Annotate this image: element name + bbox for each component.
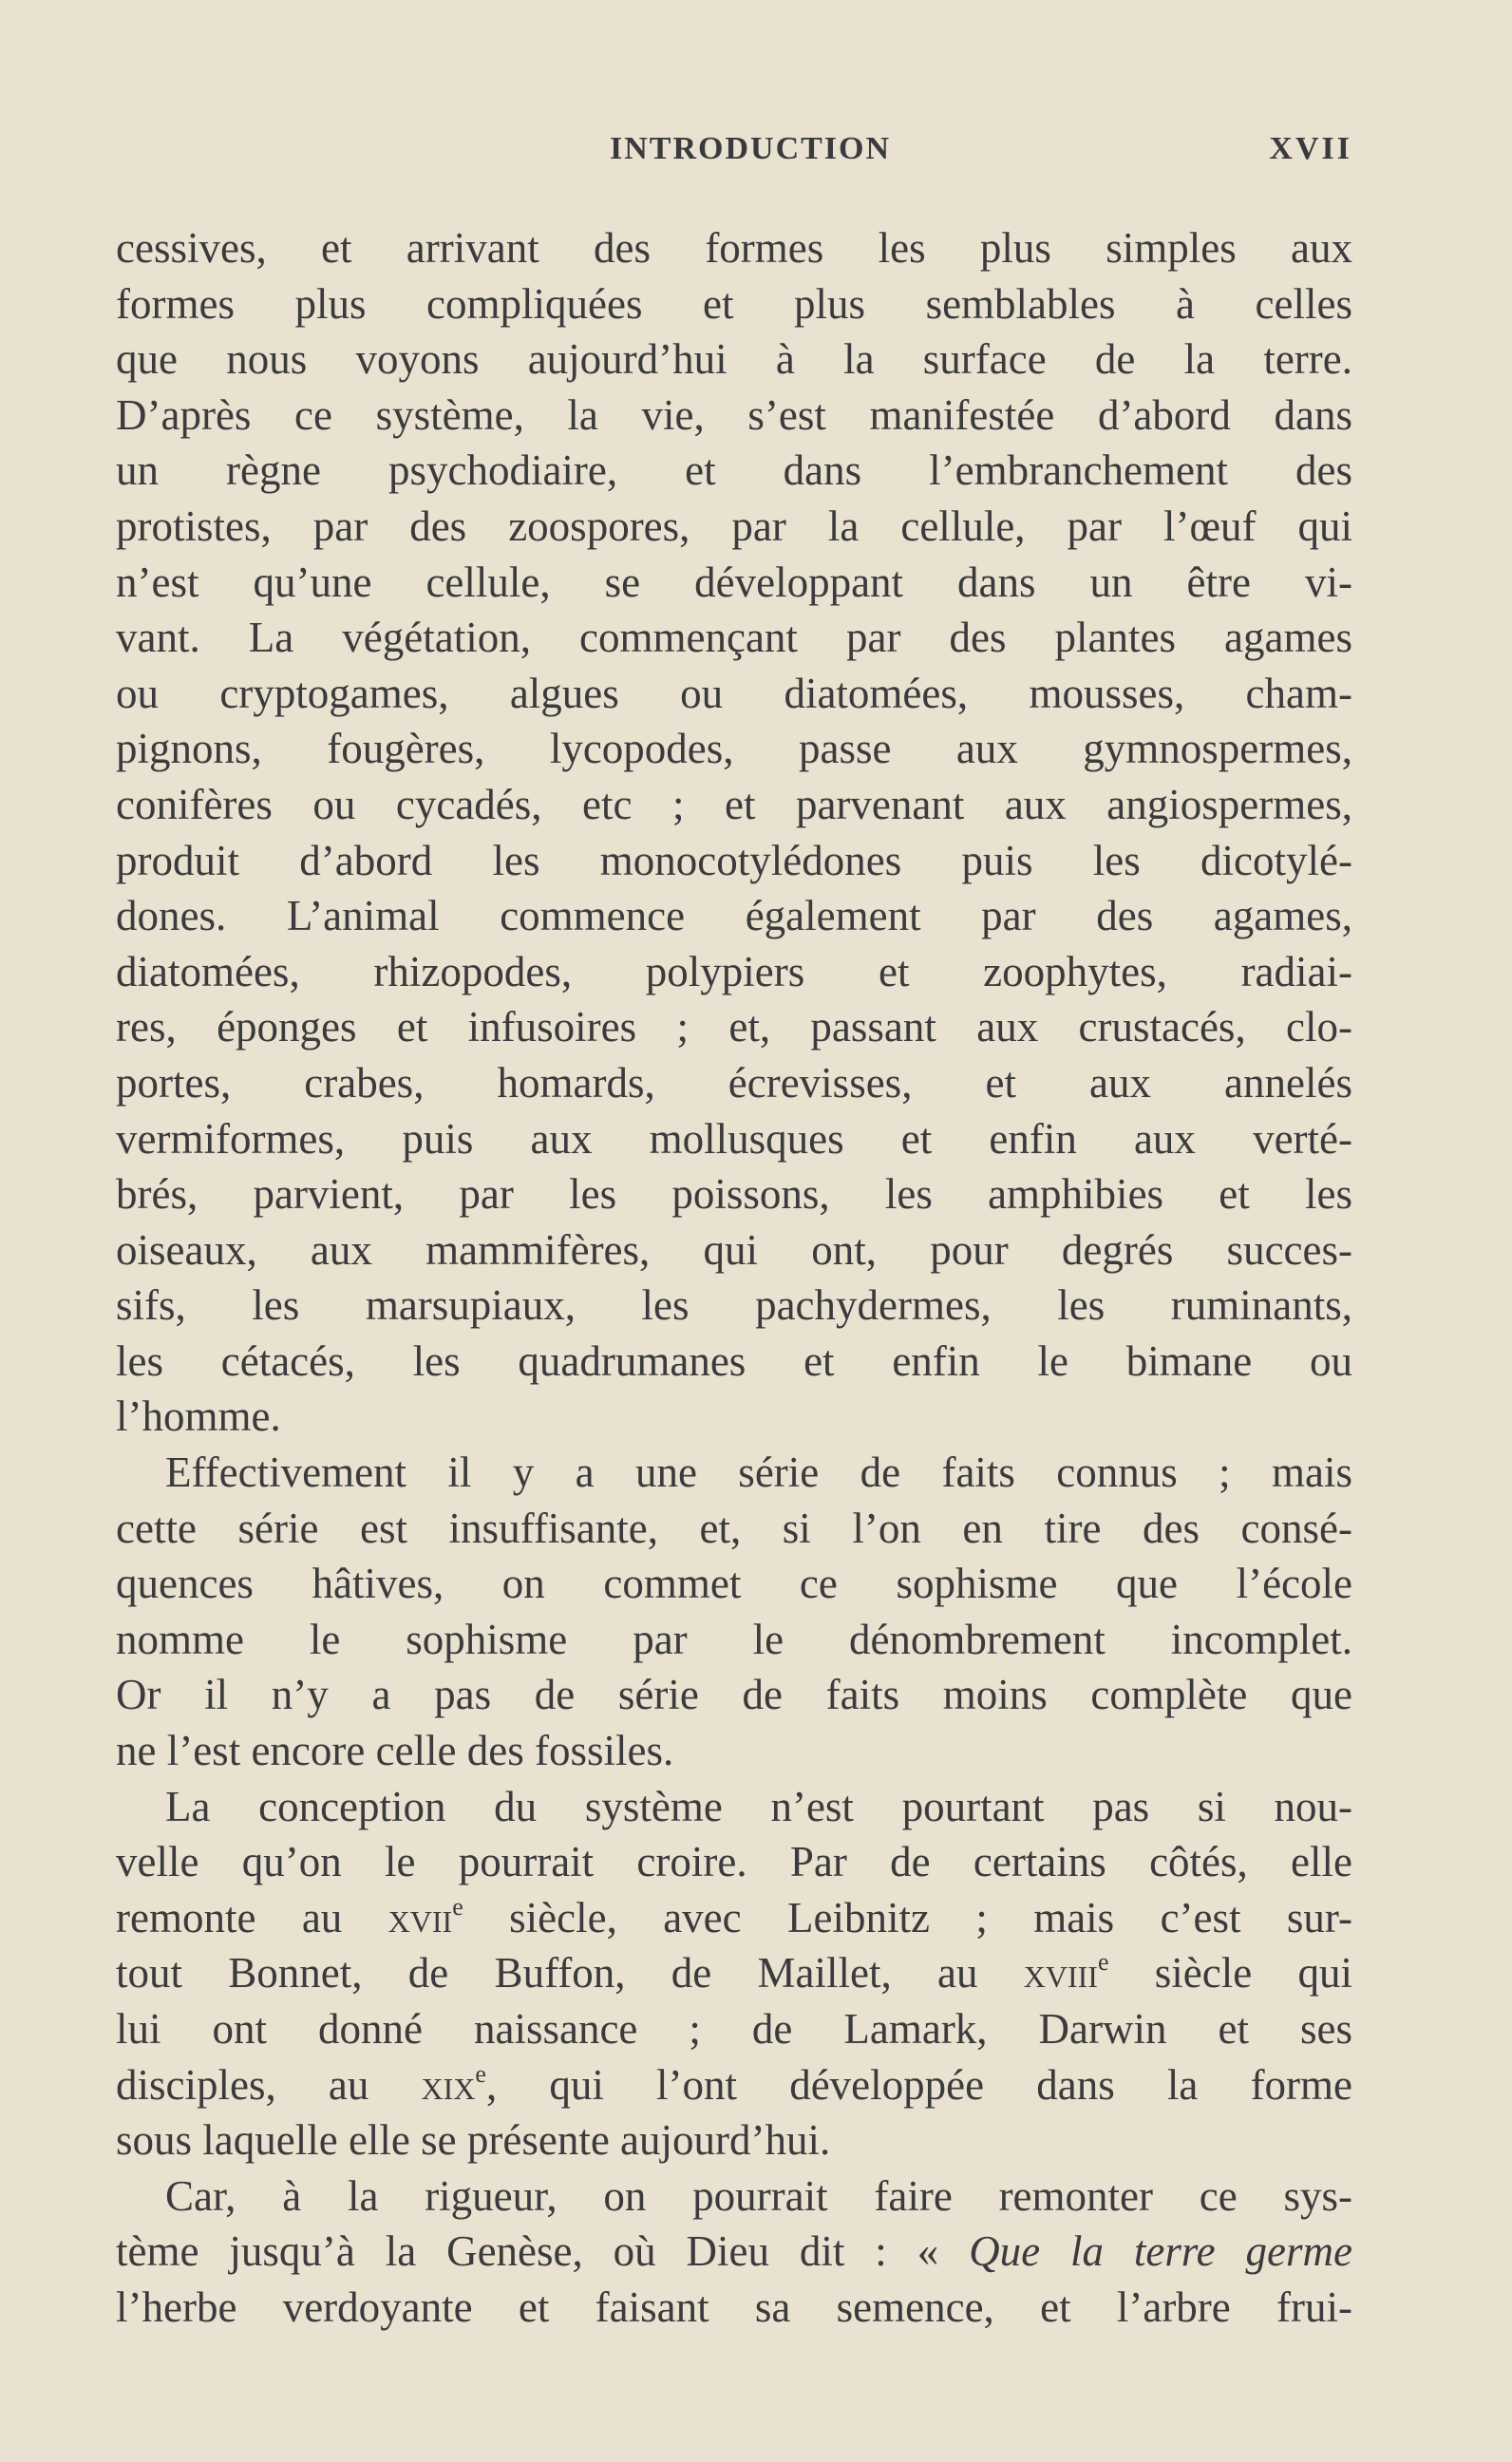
text-line: que nous voyons aujourd’hui à la surface de la terre. — [116, 335, 1352, 384]
text-line: sifs, les marsupiaux, les pachydermes, les ruminants, — [116, 1281, 1352, 1330]
text-line — [116, 2224, 1352, 2280]
page-number: XVII — [1269, 131, 1352, 166]
paragraph-start-line: Car, à la rigueur, on pourrait faire remonter ce sys- — [165, 2171, 1352, 2220]
text-line: pignons, fougères, lycopodes, passe aux gymnospermes, — [116, 725, 1352, 773]
text-line: velle qu’on le pourrait croire. Par de certains côtés, elle — [116, 1838, 1352, 1886]
paragraph-end-line: l’homme. — [116, 1392, 281, 1441]
text-segment: siècle qui — [1108, 1949, 1352, 1998]
text-segment: tème jusqu’à la Genèse, où Dieu dit : « — [116, 2227, 970, 2276]
ordinal-superscript: e — [1097, 1948, 1109, 1977]
text-segment: , qui l’ont développée dans la forme — [485, 2060, 1352, 2109]
page-header — [116, 131, 1352, 179]
text-line — [116, 1890, 1352, 1946]
text-line: un règne psychodiaire, et dans l’embranchement des — [116, 446, 1352, 495]
running-title: INTRODUCTION — [610, 131, 892, 166]
text-line: cessives, et arrivant des formes les plus simples aux — [116, 224, 1352, 272]
italic-quotation: Que la terre germe — [969, 2227, 1352, 2276]
ordinal-superscript: e — [475, 2059, 486, 2088]
text-line: Or il n’y a pas de série de faits moins complète que — [116, 1671, 1352, 1719]
text-line: ou cryptogames, algues ou diatomées, mousses, cham- — [116, 669, 1352, 717]
text-line: l’herbe verdoyante et faisant sa semence, et l’arbre frui- — [116, 2282, 1352, 2331]
text-line: res, éponges et infusoires ; et, passant aux crustacés, clo- — [116, 1003, 1352, 1051]
text-line: diatomées, rhizopodes, polypiers et zoophytes, radiai- — [116, 947, 1352, 995]
text-line: formes plus compliquées et plus semblables à celles — [116, 279, 1352, 328]
text-segment: remonte au — [116, 1893, 388, 1941]
paragraph-end-line: sous laquelle elle se présente aujourd’hui. — [116, 2116, 831, 2165]
text-line: cette série est insuffisante, et, si l’on en tire des consé- — [116, 1504, 1352, 1552]
text-line: vermiformes, puis aux mollusques et enfin aux verté- — [116, 1114, 1352, 1163]
text-segment: tout Bonnet, de Buffon, de Maillet, au — [116, 1949, 1024, 1998]
paragraph-start-line: La conception du système n’est pourtant pas si nou- — [165, 1782, 1352, 1830]
text-segment: siècle, avec Leibnitz ; mais c’est sur- — [463, 1893, 1352, 1941]
text-line: nomme le sophisme par le dénombrement incomplet. — [116, 1615, 1352, 1663]
paragraph-start-line: Effectivement il y a une série de faits connus ; mais — [165, 1449, 1352, 1497]
century-numeral: xviii — [1023, 1949, 1098, 1998]
text-line: conifères ou cycadés, etc ; et parvenant aux angiospermes, — [116, 780, 1352, 828]
text-line — [116, 1945, 1352, 2001]
century-numeral: xvii — [387, 1893, 453, 1941]
text-line: dones. L’animal commence également par des agames, — [116, 892, 1352, 940]
text-line: produit d’abord les monocotylédones puis les dicotylé- — [116, 836, 1352, 884]
text-line — [116, 2057, 1352, 2113]
text-line: les cétacés, les quadrumanes et enfin le bimane ou — [116, 1336, 1352, 1385]
text-line: lui ont donné naissance ; de Lamark, Darwin et ses — [116, 2005, 1352, 2053]
text-line: vant. La végétation, commençant par des plantes agames — [116, 614, 1352, 662]
text-line: D’après ce système, la vie, s’est manifestée d’abord dans — [116, 390, 1352, 439]
text-line: protistes, par des zoospores, par la cellule, par l’œuf qui — [116, 502, 1352, 550]
paragraph-end-line: ne l’est encore celle des fossiles. — [116, 1727, 674, 1775]
text-line: quences hâtives, on commet ce sophisme que l’école — [116, 1560, 1352, 1608]
ordinal-superscript: e — [452, 1892, 463, 1921]
century-numeral: xix — [421, 2060, 476, 2109]
text-line: brés, parvient, par les poissons, les amphibies et les — [116, 1170, 1352, 1219]
text-segment: disciples, au — [116, 2060, 422, 2109]
body-text — [116, 220, 1352, 2336]
text-line: n’est qu’une cellule, se développant dans un être vi- — [116, 558, 1352, 606]
text-line: portes, crabes, homards, écrevisses, et aux annelés — [116, 1058, 1352, 1107]
text-line: oiseaux, aux mammifères, qui ont, pour degrés succes- — [116, 1225, 1352, 1274]
